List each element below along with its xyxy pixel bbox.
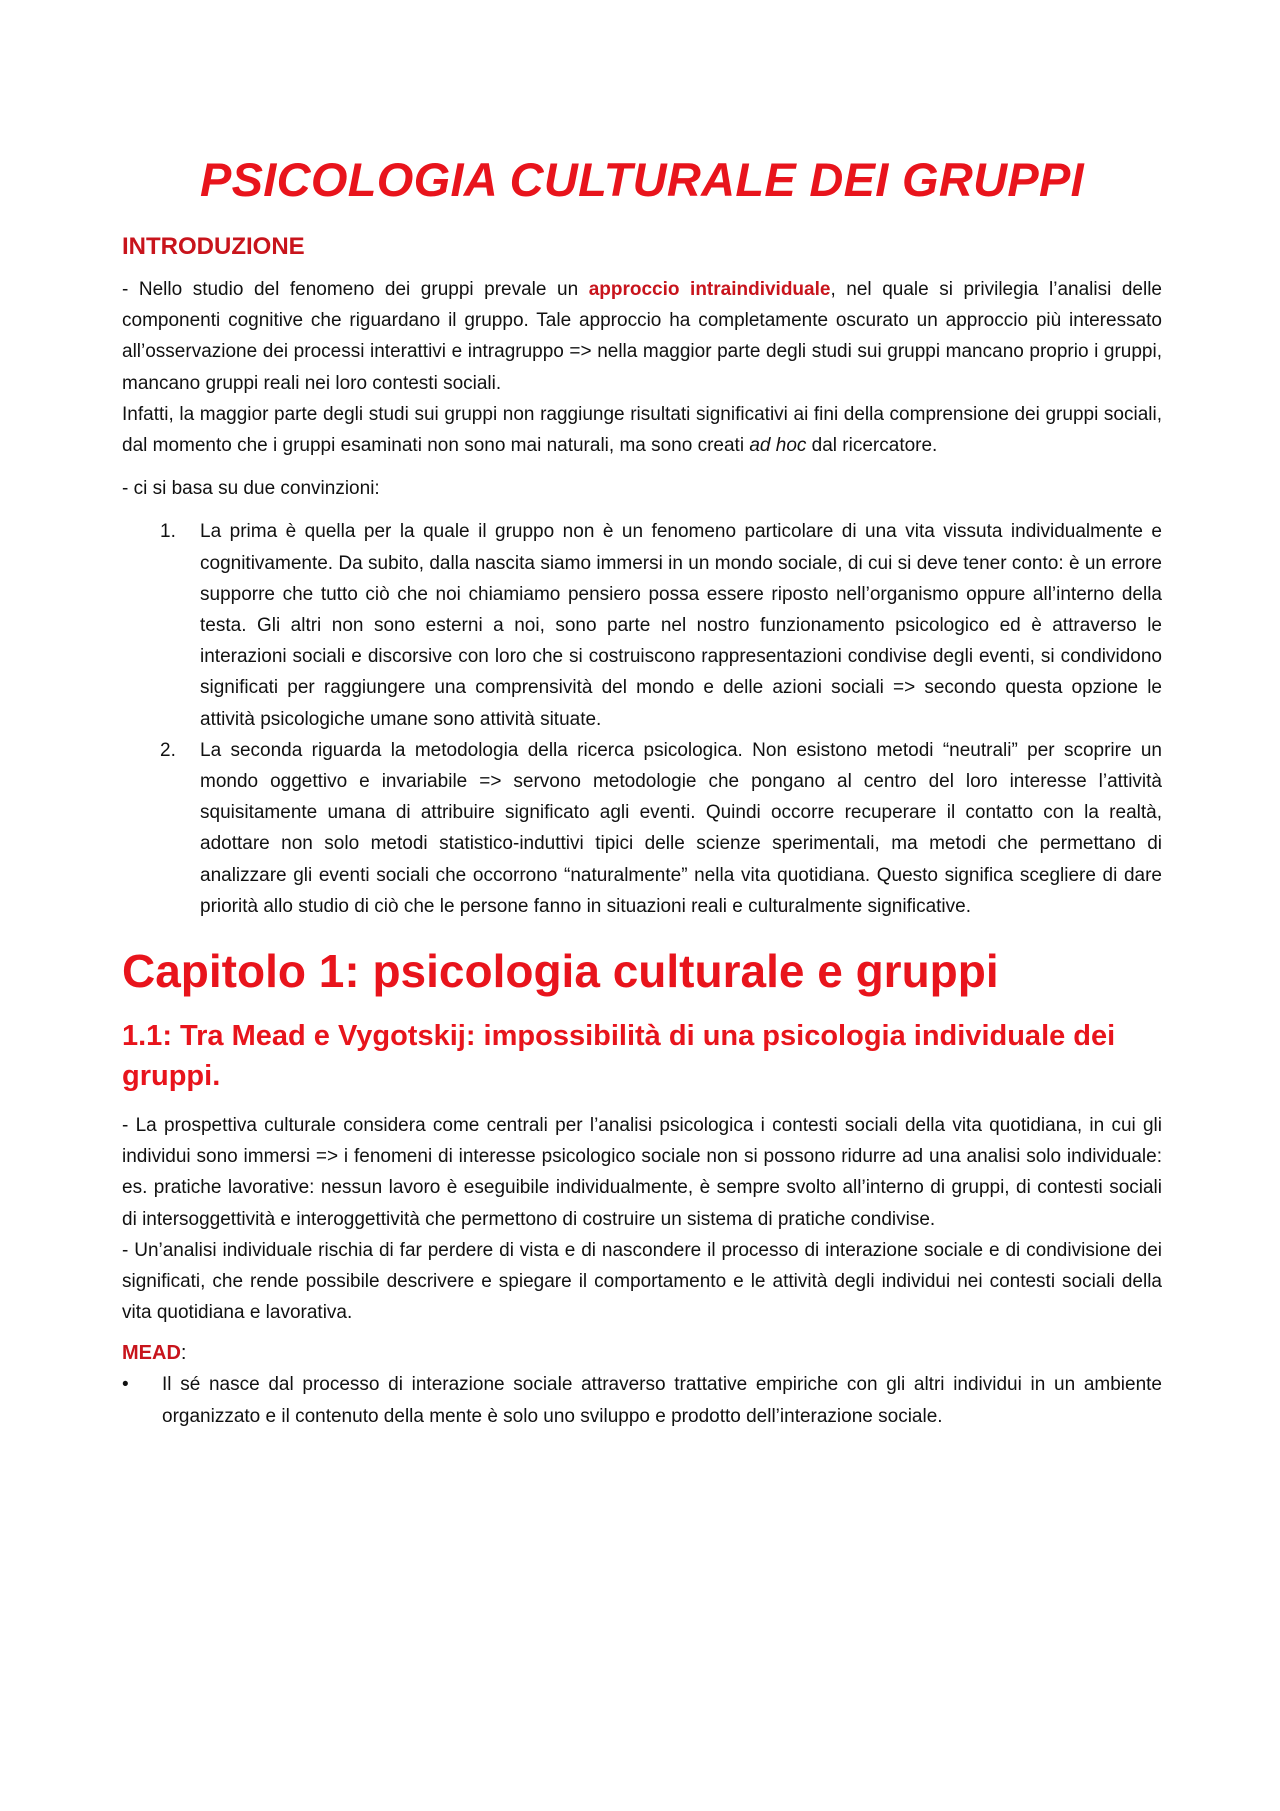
bullet-text: Il sé nasce dal processo di interazione sociale attraverso trattative empiriche con gli altri individui in un ambiente organizzato e il contenuto della mente è solo uno sviluppo e prodotto dell’interazione sociale. xyxy=(162,1374,1162,1427)
list-item-text: La seconda riguarda la metodologia della ricerca psicologica. Non esistono metodi “neutrali” per scoprire un mondo oggettivo e invariabile => servono metodologie che pongano al centro del loro interesse l’attività squisitamente umana di attribuire significato agli eventi. Quindi occorre recuperare il contatto con la realtà, adottare non solo metodi statistico-induttivi tipici delle scienze sperimentali, ma metodi che permettano di analizzare gli eventi sociali che occorrono “naturalmente” nella vita quotidiana. Questo significa scegliere di dare priorità allo studio di ciò che le persone fanno in situazioni reali e culturalmente significative. xyxy=(200,739,1162,917)
intro-p2-start: Infatti, la maggior parte degli studi sui gruppi non raggiunge risultati significativi ai fini della comprensione dei gruppi sociali, dal momento che i gruppi esaminati non sono mai naturali, ma sono creati xyxy=(122,403,1162,457)
list-item-text: La prima è quella per la quale il gruppo non è un fenomeno particolare di una vita vissuta individualmente e cognitivamente. Da subito, dalla nascita siamo immersi in un mondo sociale, di cui si deve tener conto: è un errore supporre che tutto ciò che noi chiamiamo pensiero possa essere riposto nell’organismo oppure all’interno della testa. Gli altri non sono esterni a noi, sono parte nel nostro funzionamento psicologico ed è attraverso le interazioni sociali e discorsive con loro che si costruiscono rappresentazioni condivise degli eventi, si condividono significati per raggiungere una comprensività del mondo e delle azioni sociali => secondo questa opzione le attività psicologiche umane sono attività situate. xyxy=(200,521,1162,730)
intro-paragraph-2 xyxy=(122,399,1162,461)
section-heading: 1.1: Tra Mead e Vygotskij: impossibilità di una psicologia individuale dei gruppi. xyxy=(122,1020,1116,1093)
intro-p1-start: - Nello studio del fenomeno dei gruppi prevale un xyxy=(122,279,589,300)
mead-colon: : xyxy=(180,1342,187,1365)
bullet-icon: • xyxy=(122,1374,129,1396)
chapter-paragraph-1: - La prospettiva culturale considera come centrali per l’analisi psicologica i contesti sociali della vita quotidiana, in cui gli individui sono immersi => i fenomeni di interesse psicologico sociale non si possono ridurre ad una analisi solo individuale: es. pratiche lavorative: nessun lavoro è eseguibile individualmente, è sempre svolto all’interno di gruppi, di contesti sociali di intersoggettività e interoggettività che permettono di costruire un sistema di pratiche condivise. xyxy=(122,1115,1162,1230)
list-item xyxy=(122,516,1162,734)
chapter-heading: Capitolo 1: psicologia culturale e gruppi xyxy=(122,945,999,998)
intro-p1-end: , nel quale si privilegia l’analisi delle componenti cognitive che riguardano il gruppo. Tale approccio ha completamente oscurato un approccio più interessato all’osservazione dei processi interattivi e intragruppo => nella maggior parte degli studi sui gruppi mancano proprio i gruppi, mancano gruppi reali nei loro contesti sociali. xyxy=(122,279,1162,394)
list-item-number: 1. xyxy=(160,521,176,543)
mead-bullet-list xyxy=(122,1369,1162,1431)
list-item xyxy=(122,735,1162,922)
introduction-heading: INTRODUZIONE xyxy=(122,233,305,260)
chapter-paragraph-2: - Un’analisi individuale rischia di far perdere di vista e di nascondere il processo di interazione sociale e di condivisione dei significati, che rende possibile descrivere e spiegare il comportamento e le attività degli individui nei contesti sociali della vita quotidiana e lavorativa. xyxy=(122,1239,1162,1324)
intro-p2-end: dal ricercatore. xyxy=(806,435,938,457)
list-item xyxy=(122,1369,1162,1431)
intro-paragraph-3: - ci si basa su due convinzioni: xyxy=(122,478,380,500)
document-page xyxy=(122,150,1162,1432)
convictions-list xyxy=(122,516,1162,922)
mead-label: MEAD xyxy=(122,1342,181,1365)
intro-p2-italic: ad hoc xyxy=(749,435,807,457)
intro-p1-highlight: approccio intraindividuale xyxy=(588,279,831,300)
intro-paragraph-1 xyxy=(122,274,1162,399)
mead-heading xyxy=(122,1338,1162,1369)
list-item-number: 2. xyxy=(160,739,176,761)
document-title: PSICOLOGIA CULTURALE DEI GRUPPI xyxy=(199,153,1085,206)
